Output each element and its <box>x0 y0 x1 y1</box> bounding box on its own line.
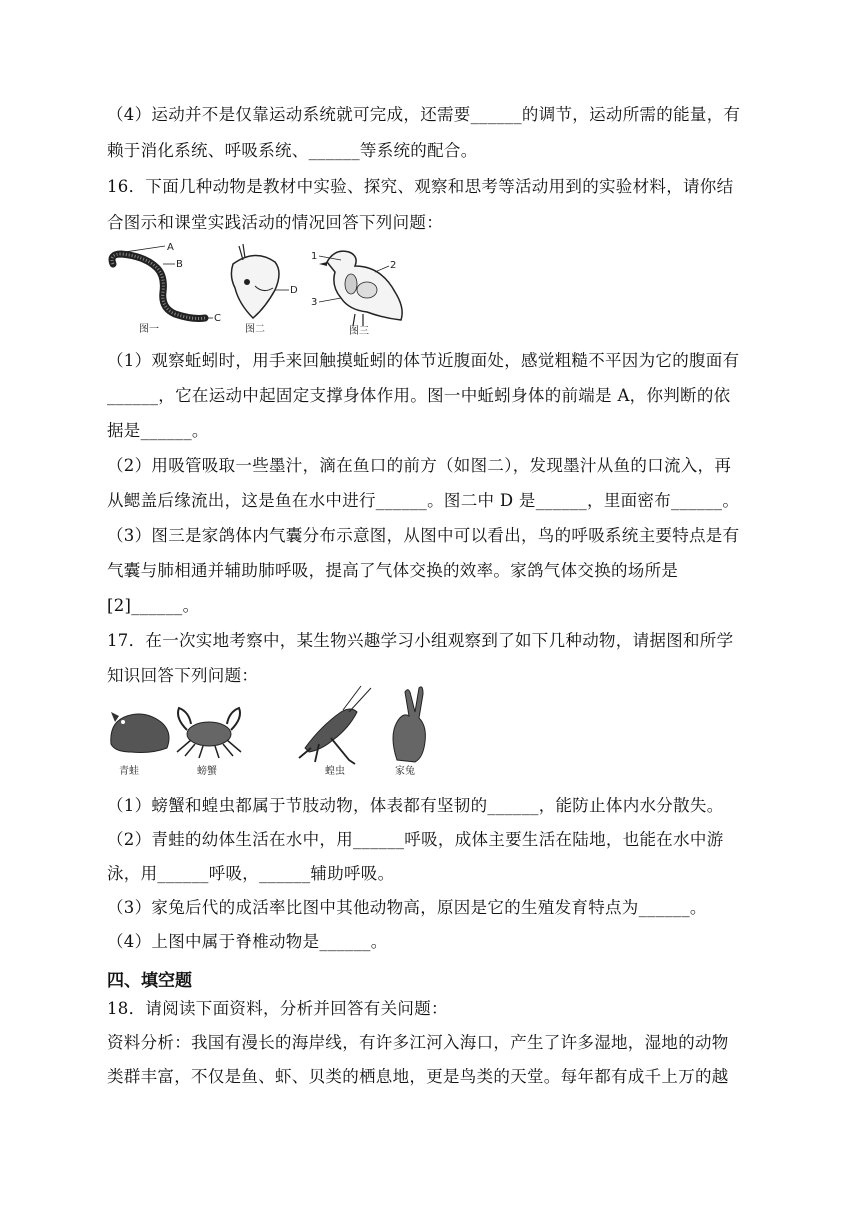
earthworm-figure <box>112 242 221 335</box>
q16-p1-line3: 据是______。 <box>107 421 209 440</box>
q17-intro-line1: 17．在一次实地考察中，某生物兴趣学习小组观察到了如下几种动物，请据图和所学 <box>107 631 734 650</box>
q18-text-line2: 类群丰富，不仅是鱼、虾、贝类的栖息地，更是鸟类的天堂。每年都有成千上万的越 <box>107 1067 729 1086</box>
q16-p1-line1: （1）观察蚯蚓时，用手来回触摸蚯蚓的体节近腹面处，感觉粗糙不平因为它的腹面有 <box>107 351 740 370</box>
label-3: 3 <box>311 297 318 308</box>
q17-p1: （1）螃蟹和蝗虫都属于节肢动物，体表都有坚韧的______，能防止体内水分散失。 <box>107 796 724 815</box>
q16-p2-line1: （2）用吸管吸取一些墨汁，滴在鱼口的前方（如图二），发现墨汁从鱼的口流入，再 <box>107 456 732 475</box>
q18-text-line1: 资料分析：我国有漫长的海岸线，有许多江河入海口，产生了许多湿地，湿地的动物 <box>107 1033 729 1052</box>
q16-intro-line2: 合图示和课堂实践活动的情况回答下列问题： <box>107 213 443 232</box>
label-b: B <box>176 259 183 270</box>
pigeon-figure <box>311 251 402 336</box>
label-1: 1 <box>311 251 318 262</box>
label-c: C <box>214 313 221 324</box>
frog-figure <box>111 712 169 777</box>
q17-p2-line1: （2）青蛙的幼体生活在水中，用______呼吸，成体主要生活在陆地，也能在水中游 <box>107 830 724 849</box>
q16-p1-line2: ______，它在运动中起固定支撑身体作用。图一中蚯蚓身体的前端是 A，你判断的依 <box>107 386 731 405</box>
q17-p2-line2: 泳，用______呼吸，______辅助呼吸。 <box>107 864 395 883</box>
q17-p3: （3）家兔后代的成活率比图中其他动物高，原因是它的生殖发育特点为______。 <box>107 898 707 917</box>
q17-figure-animals <box>105 682 435 782</box>
fish-figure <box>231 244 298 335</box>
crab-figure <box>177 708 241 777</box>
q15-4-line1: （4）运动并不是仅靠运动系统就可完成，还需要______的调节，运动所需的能量，有 <box>107 105 741 124</box>
q17-intro-line2: 知识回答下列问题： <box>107 666 259 685</box>
q16-figure-earthworm-fish-pigeon <box>105 242 415 336</box>
q15-4-line2: 赖于消化系统、呼吸系统、______等系统的配合。 <box>107 141 478 160</box>
section-heading: 四、填空题 <box>107 971 192 991</box>
q16-p2-line2: 从鳃盖后缘流出，这是鱼在水中进行______。图二中 D 是______，里面密布______。 <box>107 491 740 510</box>
q18-intro: 18．请阅读下面资料，分析并回答有关问题： <box>107 999 448 1018</box>
q16-p3-line1: （3）图三是家鸽体内气囊分布示意图，从图中可以看出，鸟的呼吸系统主要特点是有 <box>107 526 740 545</box>
crab-caption: 螃蟹 <box>197 766 217 777</box>
locust-figure <box>299 686 371 777</box>
rabbit-figure <box>393 687 425 777</box>
locust-caption: 蝗虫 <box>325 766 345 777</box>
rabbit-caption: 家兔 <box>395 766 415 777</box>
fig1-caption: 图一 <box>139 324 159 335</box>
q17-p4: （4）上图中属于脊椎动物是______。 <box>107 932 388 951</box>
label-d: D <box>290 285 298 296</box>
label-a: A <box>167 242 174 253</box>
q16-p3-line3: [2]______。 <box>107 596 200 615</box>
q16-intro-line1: 16．下面几种动物是教材中实验、探究、观察和思考等活动用到的实验材料，请你结 <box>107 177 734 196</box>
label-2: 2 <box>390 260 397 271</box>
frog-caption: 青蛙 <box>119 766 139 777</box>
fig3-caption: 图三 <box>349 326 369 336</box>
fig2-caption: 图二 <box>245 324 265 335</box>
q16-p3-line2: 气囊与肺相通并辅助肺呼吸，提高了气体交换的效率。家鸽气体交换的场所是 <box>107 561 679 580</box>
